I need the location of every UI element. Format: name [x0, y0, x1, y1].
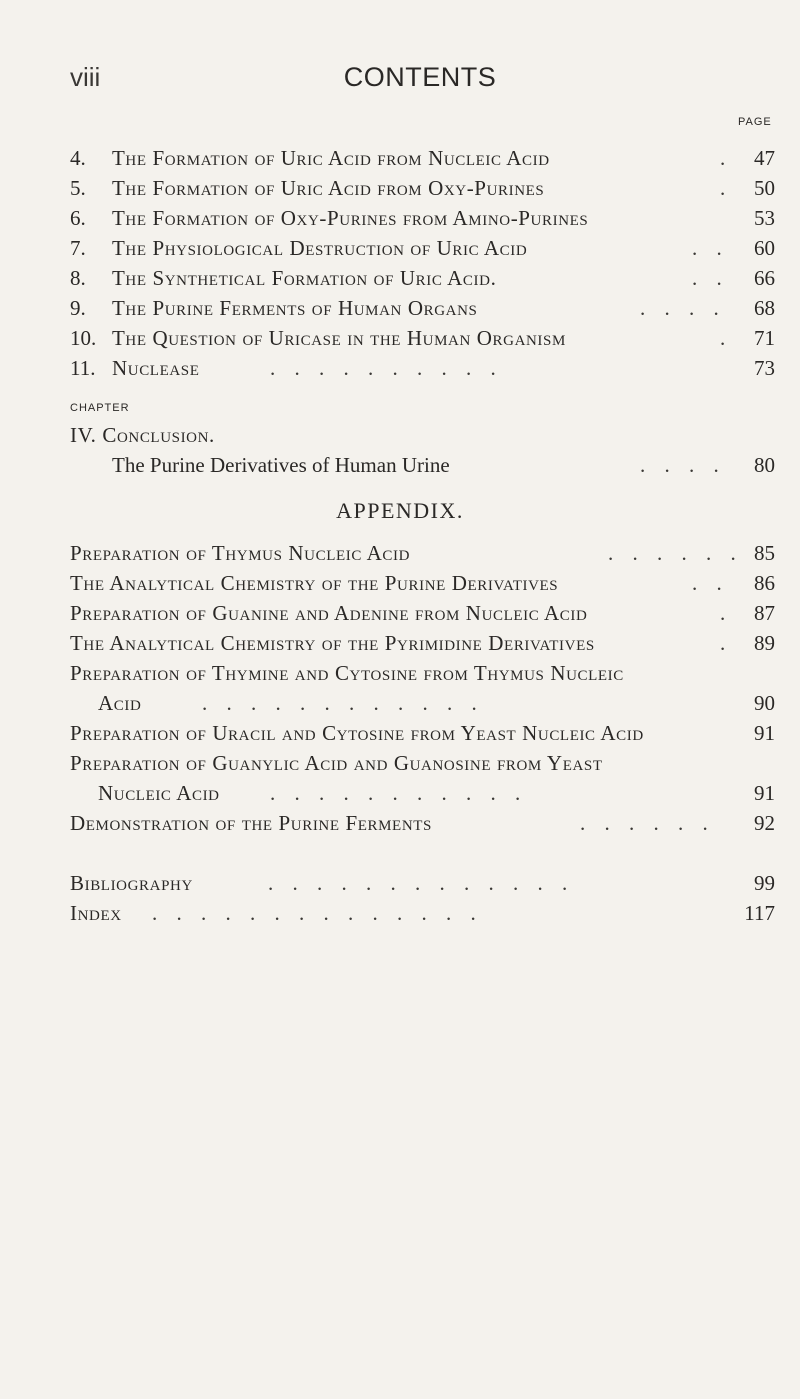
dot-leader: . . . . . . . . . . . . . .: [152, 901, 483, 925]
toc-entry[interactable]: [70, 205, 775, 231]
dot-leader: .: [720, 601, 733, 625]
entry-title: The Formation of Uric Acid from Oxy-Purines: [112, 176, 545, 200]
entry-title: Index: [70, 901, 122, 925]
appendix-entry[interactable]: [70, 540, 775, 566]
dot-leader: . . . . . .: [608, 541, 743, 565]
page-title: CONTENTS: [343, 62, 497, 92]
entry-title: Nucleic Acid: [98, 781, 220, 805]
dot-leader: . . . .: [640, 296, 726, 320]
entry-title: Preparation of Guanylic Acid and Guanosine from Yeast: [70, 751, 603, 775]
dot-leader: .: [720, 631, 733, 655]
entry-title: The Purine Ferments of Human Organs: [112, 296, 478, 320]
appendix-heading: APPENDIX.: [336, 498, 464, 523]
entry-page: 87: [754, 601, 775, 625]
entry-page: 85: [754, 541, 775, 565]
entry-page: 89: [754, 631, 775, 655]
entry-title: Preparation of Thymus Nucleic Acid: [70, 541, 411, 565]
dot-leader: . .: [692, 571, 729, 595]
entry-number: 7.: [70, 236, 86, 260]
entry-number: 4.: [70, 146, 86, 170]
entry-page: 53: [754, 206, 775, 230]
entry-title: Preparation of Guanine and Adenine from Nucleic Acid: [70, 601, 588, 625]
toc-entry[interactable]: [70, 452, 775, 478]
dot-leader: . . . . . . . . . . .: [270, 781, 528, 805]
entry-title: Demonstration of the Purine Ferments: [70, 811, 432, 835]
dot-leader: . . . . . . . . . . . . .: [268, 871, 575, 895]
back-matter-entry[interactable]: [70, 900, 775, 926]
toc-entry[interactable]: [70, 235, 775, 261]
chapter-heading[interactable]: [70, 422, 775, 448]
dot-leader: .: [720, 146, 733, 170]
toc-entry[interactable]: [70, 265, 775, 291]
chapter-label: CHAPTER: [70, 402, 130, 414]
dot-leader: . . . . . . . . . . . .: [202, 691, 484, 715]
entry-page: 99: [754, 871, 775, 895]
entry-page: 80: [754, 453, 775, 477]
entry-page: 91: [754, 721, 775, 745]
appendix-entry-continuation[interactable]: [70, 690, 775, 716]
page-column-label: PAGE: [738, 116, 772, 128]
entry-title: The Formation of Oxy-Purines from Amino-Purines: [112, 206, 589, 230]
entry-title: Preparation of Uracil and Cytosine from Yeast Nucleic Acid: [70, 721, 644, 745]
entry-number: 10.: [70, 326, 97, 350]
dot-leader: . .: [692, 236, 729, 260]
dot-leader: .: [720, 326, 733, 350]
entry-page: 86: [754, 571, 775, 595]
entry-title: The Purine Derivatives of Human Urine: [112, 453, 450, 477]
entry-title: Preparation of Thymine and Cytosine from Thymus Nucleic: [70, 661, 624, 685]
appendix-entry[interactable]: [70, 570, 775, 596]
entry-page: 47: [754, 146, 775, 170]
entry-page: 50: [754, 176, 775, 200]
entry-title: Bibliography: [70, 871, 193, 895]
toc-entry[interactable]: [70, 355, 775, 381]
appendix-entry[interactable]: [70, 810, 775, 836]
dot-leader: . . . . . .: [580, 811, 715, 835]
appendix-entry[interactable]: [70, 720, 775, 746]
dot-leader: . .: [692, 266, 729, 290]
entry-title: Acid: [98, 691, 142, 715]
dot-leader: . . . . . . . . . .: [270, 356, 503, 380]
entry-number: 11.: [70, 356, 96, 380]
running-head: [70, 62, 770, 102]
appendix-entry[interactable]: [70, 660, 775, 686]
entry-title: The Question of Uricase in the Human Organism: [112, 326, 566, 350]
back-matter-entry[interactable]: [70, 870, 775, 896]
entry-page: 66: [754, 266, 775, 290]
entry-title: Nuclease: [112, 356, 200, 380]
entry-page: 117: [744, 901, 775, 925]
entry-title: The Synthetical Formation of Uric Acid.: [112, 266, 497, 290]
appendix-entry-continuation[interactable]: [70, 780, 775, 806]
entry-page: 92: [754, 811, 775, 835]
entry-number: 6.: [70, 206, 86, 230]
entry-page: 91: [754, 781, 775, 805]
entry-title: The Formation of Uric Acid from Nucleic Acid: [112, 146, 550, 170]
entry-title: The Analytical Chemistry of the Pyrimidine Derivatives: [70, 631, 595, 655]
toc-entry[interactable]: [70, 175, 775, 201]
entry-page: 68: [754, 296, 775, 320]
entry-number: 8.: [70, 266, 86, 290]
entry-page: 60: [754, 236, 775, 260]
entry-title: The Physiological Destruction of Uric Acid: [112, 236, 528, 260]
toc-entry[interactable]: [70, 295, 775, 321]
entry-title: The Analytical Chemistry of the Purine Derivatives: [70, 571, 559, 595]
appendix-entry[interactable]: [70, 600, 775, 626]
appendix-entry[interactable]: [70, 750, 775, 776]
page-folio: viii: [70, 62, 101, 92]
dot-leader: . . . .: [640, 453, 726, 477]
entry-page: 71: [754, 326, 775, 350]
entry-page: 90: [754, 691, 775, 715]
toc-entry[interactable]: [70, 325, 775, 351]
chapter-title: IV. Conclusion.: [70, 423, 215, 447]
entry-number: 9.: [70, 296, 86, 320]
entry-number: 5.: [70, 176, 86, 200]
appendix-entry[interactable]: [70, 630, 775, 656]
entry-page: 73: [754, 356, 775, 380]
dot-leader: .: [720, 176, 733, 200]
toc-entry[interactable]: [70, 145, 775, 171]
